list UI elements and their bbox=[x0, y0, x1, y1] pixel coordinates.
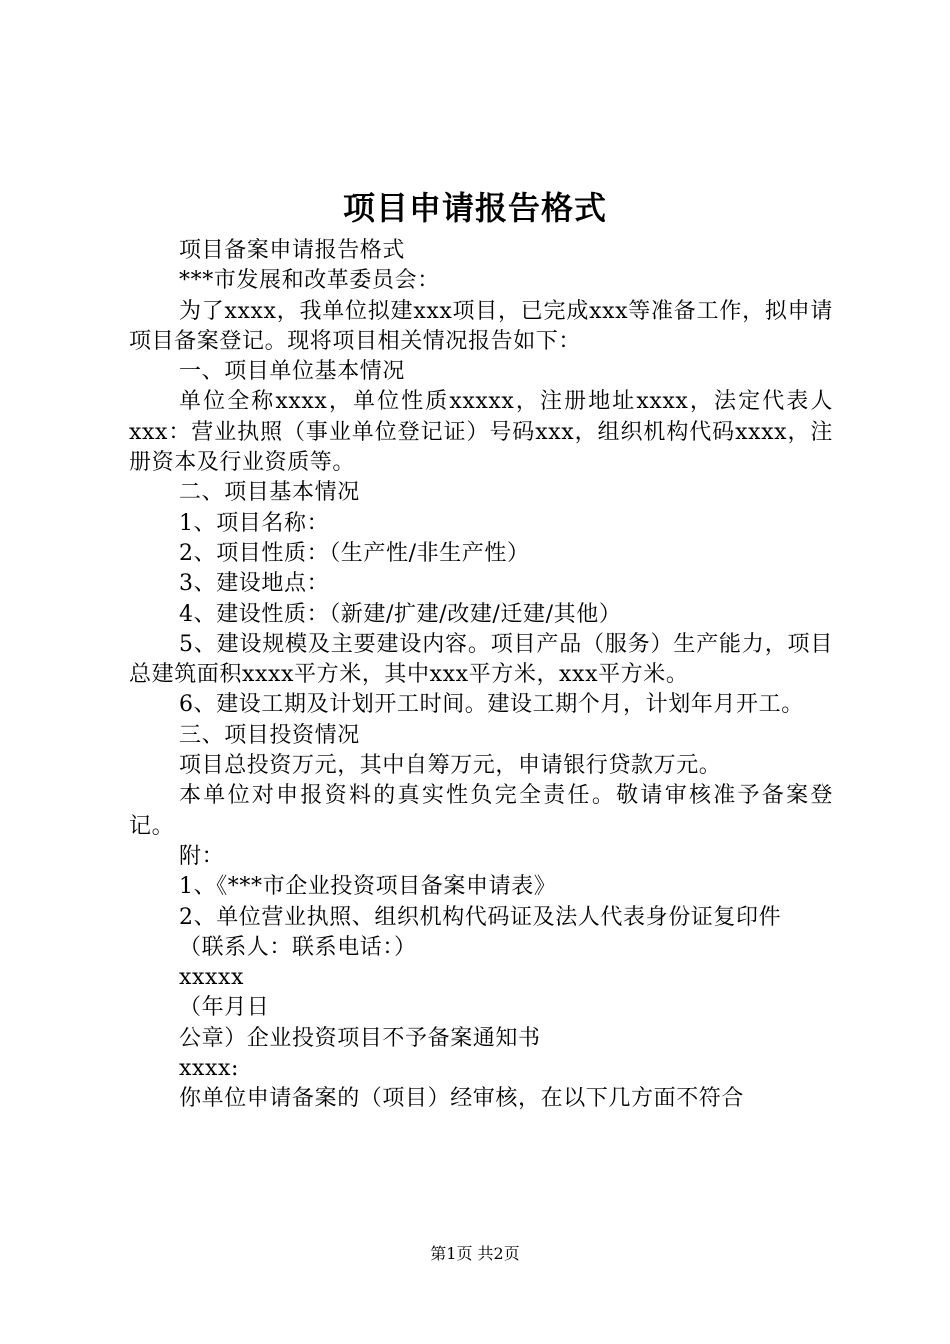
paragraph: ***市发展和改革委员会： bbox=[179, 268, 440, 294]
document-body bbox=[129, 236, 833, 1115]
list-item: 4、建设性质：（新建/扩建/改建/迁建/其他） bbox=[179, 601, 622, 627]
list-item: 1、《***市企业投资项目备案申请表》 bbox=[179, 874, 557, 900]
list-item: 5、建设规模及主要建设内容。项目产品（服务）生产能力，项目总建筑面积xxxx平方米，其中xxx平方米，xxx平方米。 bbox=[129, 631, 833, 688]
section-heading: 一、项目单位基本情况 bbox=[179, 359, 406, 385]
paragraph: （联系人：联系电话：） bbox=[179, 934, 417, 960]
paragraph: 项目备案申请报告格式 bbox=[179, 238, 406, 263]
list-item: 6、建设工期及计划开工时间。建设工期个月，计划年月开工。 bbox=[179, 692, 804, 718]
paragraph: xxxxx bbox=[179, 965, 245, 991]
list-item: 2、项目性质：（生产性/非生产性） bbox=[179, 540, 530, 566]
paragraph: 项目总投资万元，其中自筹万元，申请银行贷款万元。 bbox=[179, 753, 722, 779]
paragraph: 你单位申请备案的（项目）经审核，在以下几方面不符合 bbox=[179, 1086, 745, 1112]
page-footer: 第1页 共2页 bbox=[430, 1244, 520, 1263]
list-item: 1、项目名称： bbox=[179, 510, 330, 536]
paragraph: 附： bbox=[179, 843, 225, 869]
paragraph: 为了xxxx，我单位拟建xxx项目，已完成xxx等准备工作，拟申请项目备案登记。现将项目相关情况报告如下： bbox=[129, 298, 833, 354]
section-heading: 二、项目基本情况 bbox=[179, 480, 360, 506]
section-heading: 三、项目投资情况 bbox=[179, 722, 360, 748]
list-item: 3、建设地点： bbox=[179, 571, 330, 597]
paragraph: 公章）企业投资项目不予备案通知书 bbox=[179, 1025, 541, 1051]
paragraph: 本单位对申报资料的真实性负完全责任。敬请审核准予备案登记。 bbox=[129, 783, 833, 839]
list-item: 2、单位营业执照、组织机构代码证及法人代表身份证复印件 bbox=[179, 904, 782, 930]
paragraph: xxxx: bbox=[179, 1056, 240, 1082]
paragraph: 单位全称xxxx，单位性质xxxxx，注册地址xxxx，法定代表人xxx：营业执照（事业单位登记证）号码xxx，组织机构代码xxxx，注册资本及行业资质等。 bbox=[129, 389, 833, 476]
document-title: 项目申请报告格式 bbox=[342, 189, 607, 227]
paragraph: （年月日 bbox=[179, 995, 270, 1021]
